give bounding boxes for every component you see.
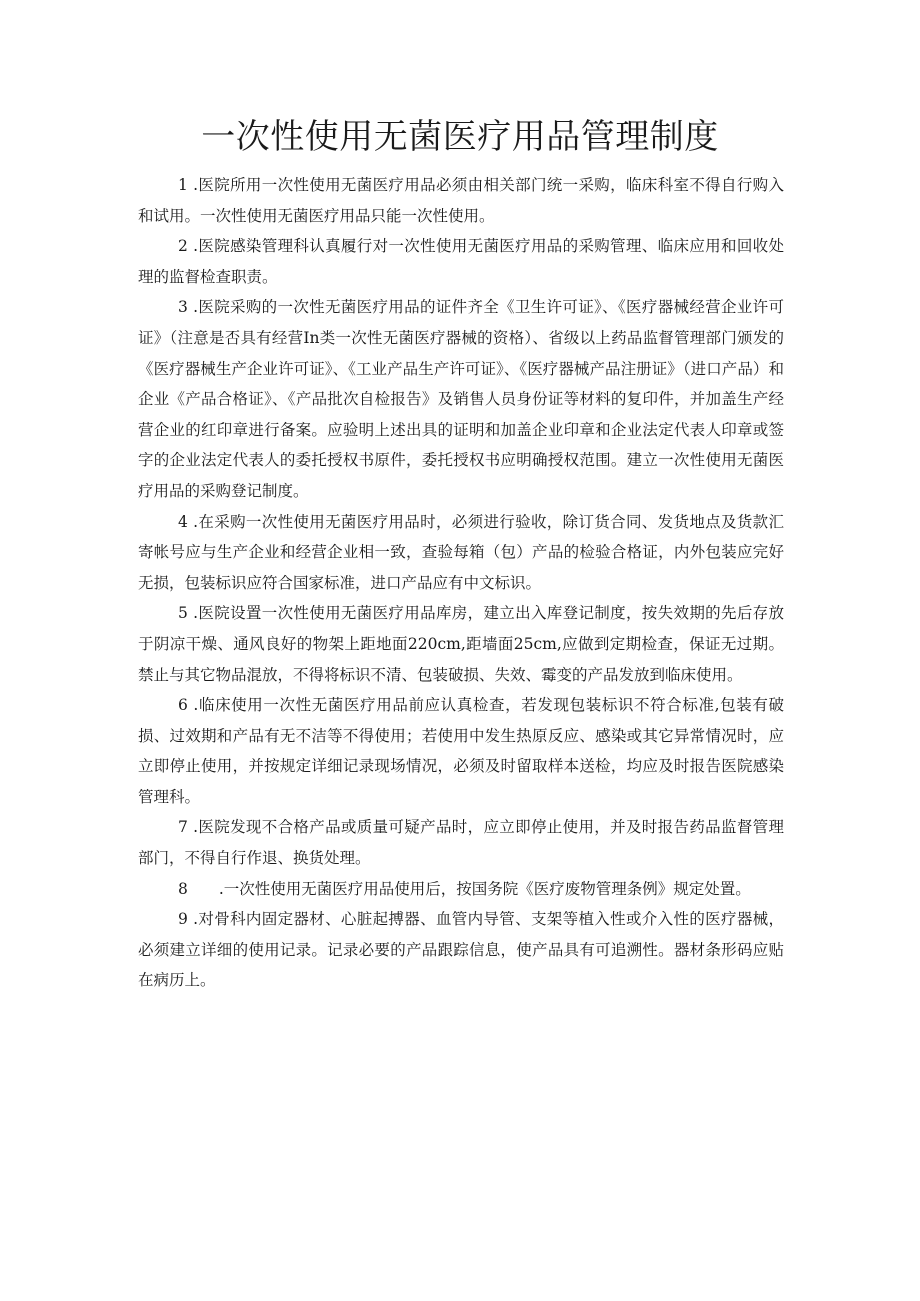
paragraph-number: 6 . [178,696,199,715]
paragraph-text: 临床使用一次性无菌医疗用品前应认真检查，若发现包装标识不符合标准,包装有破损、过效期和产品有无不洁等不得使用；若使用中发生热原反应、感染或其它异常情况时，应立即停止使用，并按规定详细记录现场情况，必须及时留取样本送检，均应及时报告医院感染管理科。 [138,696,785,806]
paragraph-8 [138,874,784,905]
paragraph-text: 医院设置一次性使用无菌医疗用品库房，建立出入库登记制度，按失效期的先后存放于阴凉干燥、通风良好的物架上距地面220cm,距墙面25cm,应做到定期检查，保证无过期。禁止与其它物品混放，不得将标识不清、包装破损、失效、霉变的产品发放到临床使用。 [138,604,784,684]
paragraph-text: 医院感染管理科认真履行对一次性使用无菌医疗用品的采购管理、临床应用和回收处理的监督检查职责。 [138,237,784,286]
paragraph-number: 8 [178,879,188,898]
paragraph-text: 在采购一次性使用无菌医疗用品时，必须进行验收，除订货合同、发货地点及货款汇寄帐号应与生产企业和经营企业相一致，查验每箱（包）产品的检验合格证，内外包装应完好无损，包装标识应符合国家标准，进口产品应有中文标识。 [138,512,784,592]
paragraph-number: 9 . [178,910,199,929]
paragraph-2 [138,231,784,292]
paragraph-text: 医院所用一次性使用无菌医疗用品必须由相关部门统一采购，临床科室不得自行购入和试用。一次性使用无菌医疗用品只能一次性使用。 [138,176,784,225]
paragraph-4 [138,507,784,599]
document-body [138,170,784,996]
paragraph-text: 医院发现不合格产品或质量可疑产品时，应立即停止使用，并及时报告药品监督管理部门，不得自行作退、换货处理。 [138,818,784,868]
paragraph-text: 医院采购的一次性无菌医疗用品的证件齐全《卫生许可证》、《医疗器械经营企业许可证》（注意是否具有经营In类一次性无菌医疗器械的资格）、省级以上药品监督管理部门颁发的《医疗器械生产企业许可证》、《工业产品生产许可证》、《医疗器械产品注册证》（进口产品）和企业《产品合格证》、《产品批次自检报告》及销售人员身份证等材料的复印件，并加盖生产经营企业的红印章进行备案。应验明上述出具的证明和加盖企业印章和企业法定代表人印章或签字的企业法定代表人的委托授权书原件，委托授权书应明确授权范围。建立一次性使用无菌医疗用品的采购登记制度。 [138,298,784,500]
paragraph-5 [138,598,784,690]
paragraph-text: 对骨科内固定器材、心脏起搏器、血管内导管、支架等植入性或介入性的医疗器械，必须建立详细的使用记录。记录必要的产品跟踪信息，使产品具有可追溯性。器材条形码应贴在病历上。 [138,910,784,990]
paragraph-number: 2 . [178,237,199,256]
paragraph-number: 7 . [178,818,199,837]
paragraph-9 [138,904,784,996]
paragraph-number: 4 . [178,512,199,531]
paragraph-3 [138,292,784,506]
paragraph-1 [138,170,784,231]
paragraph-number: 3 . [178,298,199,317]
paragraph-7 [138,812,784,873]
paragraph-text: .一次性使用无菌医疗用品使用后，按国务院《医疗废物管理条例》规定处置。 [187,879,751,898]
document-title: 一次性使用无菌医疗用品管理制度 [201,117,719,157]
paragraph-number: 1 . [178,176,199,194]
paragraph-6 [138,690,784,812]
paragraph-number: 5 . [178,604,199,623]
